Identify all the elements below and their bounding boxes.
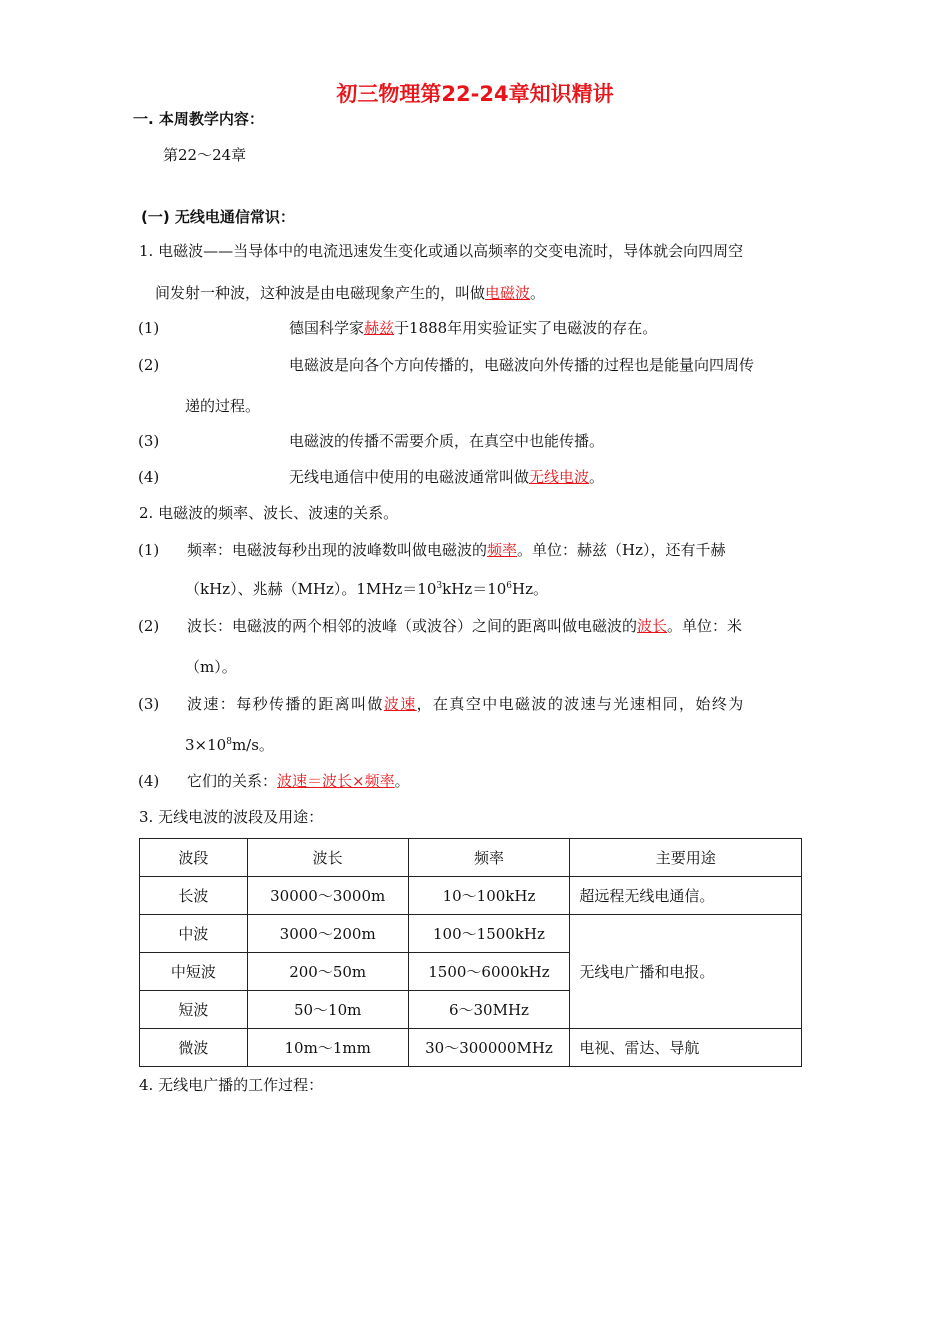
chapter-range: 第22～24章	[163, 146, 247, 164]
p2-line2: （m）。	[185, 658, 237, 676]
item2-heading: 2. 电磁波的频率、波长、波速的关系。	[139, 504, 399, 522]
highlight-relation: 波速＝波长×频率	[277, 772, 395, 790]
sub2-number: (2)	[138, 356, 160, 374]
table-cell: 30～300000MHz	[408, 1029, 570, 1067]
table-cell: 超远程无线电通信。	[570, 877, 802, 915]
sub4-post: 。	[589, 468, 605, 486]
p4-line	[187, 771, 410, 791]
p1-line1	[187, 540, 726, 560]
sub4-pre: 无线电通信中使用的电磁波通常叫做	[289, 468, 530, 486]
table-cell: 中波	[140, 915, 248, 953]
p2-line1	[187, 616, 742, 636]
p1-post: 。单位：赫兹（Hz），还有千赫	[517, 541, 726, 559]
table-cell: 50～10m	[247, 991, 408, 1029]
p1-line2a: （kHz）、兆赫（MHz）。1MHz＝10	[185, 580, 437, 598]
table-cell: 10～100kHz	[408, 877, 570, 915]
p4-number: (4)	[138, 772, 160, 790]
p3-line1	[187, 694, 745, 714]
section-heading-teaching-content: 一. 本周教学内容：	[133, 110, 264, 128]
table-cell: 1500～6000kHz	[408, 953, 570, 991]
highlight-wave-speed: 波速	[383, 695, 417, 713]
sub1-text	[289, 318, 657, 338]
p3-line2a: 3×10	[185, 736, 227, 754]
table-cell-merged: 无线电广播和电报。	[570, 915, 802, 1029]
table-cell: 6～30MHz	[408, 991, 570, 1029]
p3-post: ，在真空中电磁波的波速与光速相同，始终为	[416, 695, 745, 713]
item1-line2	[155, 283, 545, 303]
sub2-line1: 电磁波是向各个方向传播的，电磁波向外传播的过程也是能量向四周传	[289, 356, 755, 374]
p1-exp1: 3	[436, 581, 443, 591]
sub4-number: (4)	[138, 468, 160, 486]
table-row	[140, 1029, 802, 1067]
sub3-number: (3)	[138, 432, 160, 450]
p2-number: (2)	[138, 617, 160, 635]
table-header-cell: 频率	[408, 839, 570, 877]
p2-post: 。单位：米	[667, 617, 743, 635]
section-heading-radio: (一) 无线电通信常识：	[141, 208, 295, 226]
sub1-number: (1)	[138, 319, 160, 337]
table-cell: 中短波	[140, 953, 248, 991]
table-cell: 100～1500kHz	[408, 915, 570, 953]
item1-line1: 1. 电磁波——当导体中的电流迅速发生变化或通以高频率的交变电流时，导体就会向四周空	[139, 242, 744, 260]
item4-heading: 4. 无线电广播的工作过程：	[139, 1076, 324, 1094]
table-row	[140, 877, 802, 915]
table-cell: 电视、雷达、导航	[570, 1029, 802, 1067]
p1-pre: 频率：电磁波每秒出现的波峰数叫做电磁波的	[187, 541, 488, 559]
p3-exp: 8	[226, 737, 232, 747]
p1-line2c: Hz。	[512, 580, 549, 598]
p1-line2b: kHz＝10	[442, 580, 507, 598]
item3-heading: 3. 无线电波的波段及用途：	[139, 808, 324, 826]
sub1-post: 于1888年用实验证实了电磁波的存在。	[394, 319, 658, 337]
p1-line2	[185, 579, 548, 599]
sub2-line2: 递的过程。	[185, 397, 261, 415]
highlight-wavelength: 波长	[637, 617, 668, 635]
p1-number: (1)	[138, 541, 160, 559]
table-header-cell: 波长	[247, 839, 408, 877]
item1-line2-pre: 间发射一种波，这种波是由电磁现象产生的，叫做	[155, 284, 486, 302]
highlight-em-wave: 电磁波	[485, 284, 531, 302]
table-cell: 短波	[140, 991, 248, 1029]
wave-band-table	[139, 838, 802, 1067]
page-title: 初三物理第22-24章知识精讲	[336, 82, 614, 106]
highlight-frequency: 频率	[487, 541, 518, 559]
highlight-radio-wave: 无线电波	[529, 468, 590, 486]
p3-number: (3)	[138, 695, 160, 713]
table-cell: 长波	[140, 877, 248, 915]
sub1-pre: 德国科学家	[289, 319, 365, 337]
sub3-text: 电磁波的传播不需要介质，在真空中也能传播。	[289, 432, 605, 450]
table-cell: 微波	[140, 1029, 248, 1067]
p4-post: 。	[394, 772, 410, 790]
table-header-row	[140, 839, 802, 877]
highlight-hertz: 赫兹	[364, 319, 395, 337]
table-cell: 30000～3000m	[247, 877, 408, 915]
table-cell: 200～50m	[247, 953, 408, 991]
table-cell: 10m～1mm	[247, 1029, 408, 1067]
p3-line2	[185, 735, 274, 755]
p3-line2b: m/s。	[231, 736, 274, 754]
table-header-cell: 主要用途	[570, 839, 802, 877]
sub4-text	[289, 467, 604, 487]
item1-line2-post: 。	[530, 284, 546, 302]
p1-exp2: 6	[506, 581, 513, 591]
table-cell: 3000～200m	[247, 915, 408, 953]
table-row	[140, 915, 802, 953]
table-header-cell: 波段	[140, 839, 248, 877]
p4-pre: 它们的关系：	[187, 772, 278, 790]
p2-pre: 波长：电磁波的两个相邻的波峰（或波谷）之间的距离叫做电磁波的	[187, 617, 638, 635]
p3-pre: 波速：每秒传播的距离叫做	[187, 695, 384, 713]
